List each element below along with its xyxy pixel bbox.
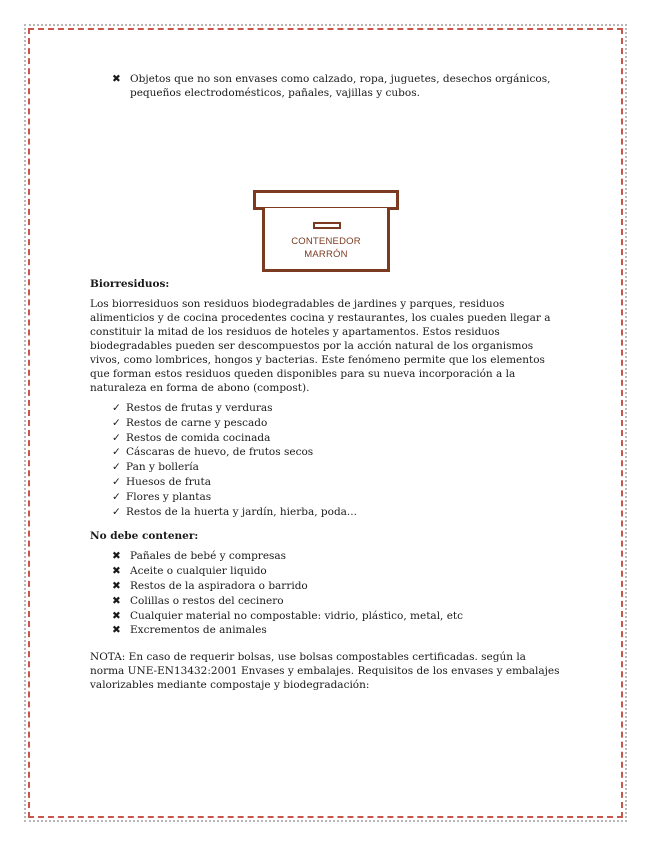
list-item-text: Restos de frutas y verduras <box>126 402 273 414</box>
brown-container-graphic <box>90 100 562 268</box>
list-item <box>112 72 562 100</box>
list-item-text: Aceite o cualquier liquido <box>130 565 267 578</box>
no-contener-title: No debe contener: <box>90 530 199 543</box>
biorresiduos-title: Biorresiduos: <box>90 278 170 290</box>
check-icon: ✓ <box>112 461 121 474</box>
list-item-text: Cáscaras de huevo, de frutos secos <box>126 446 314 459</box>
bin-label-line2: MARRÓN <box>304 249 348 260</box>
list-item <box>112 564 562 579</box>
note-paragraph: NOTA: En caso de requerir bolsas, use bolsas compostables certificadas. según la norma UNE-EN13432:2001 Envases y embalajes. Requisitos de los envases y embalajes valorizables mediante compostaje y biodegradación: <box>90 651 560 692</box>
list-item-text: Colillas o restos del cecinero <box>130 594 284 607</box>
list-item-text: Restos de carne y pescado <box>126 416 268 429</box>
list-item <box>112 609 562 624</box>
list-item-text: Restos de la aspiradora o barrido <box>130 579 308 592</box>
list-item <box>112 475 562 490</box>
check-icon: ✓ <box>112 416 121 429</box>
forbidden-items-list <box>112 549 562 638</box>
bin-label <box>265 235 387 261</box>
allowed-items-list <box>112 401 562 519</box>
document-body <box>90 72 562 692</box>
check-icon: ✓ <box>112 431 121 444</box>
list-item <box>112 549 562 564</box>
bin-lid <box>253 190 399 210</box>
list-item-text: Restos de la huerta y jardín, hierba, poda... <box>126 505 357 518</box>
x-mark-icon: ✖ <box>112 550 121 563</box>
x-mark-icon: ✖ <box>112 73 121 85</box>
list-item-text: Huesos de fruta <box>126 475 211 488</box>
bin-handle <box>313 222 341 229</box>
x-mark-icon: ✖ <box>112 565 121 578</box>
biorresiduos-paragraph: Los biorresiduos son residuos biodegradables de jardines y parques, residuos alimenticios y de cocina procedentes cocina y restaurantes, los cuales pueden llegar a constituir la mitad de los residuos de hoteles y apartamentos. Estos residuos biodegradables pueden ser descompuestos por la acción natural de los organismos vivos, como lombrices, hongos y bacterias. Este fenómeno permite que los elementos que forman estos residuos queden disponibles para su nueva incorporación a la naturaleza en forma de abono (compost). <box>90 298 551 394</box>
list-item-text: Excrementos de animales <box>130 624 267 637</box>
list-item <box>112 490 562 505</box>
list-item <box>112 594 562 609</box>
list-item <box>112 416 562 431</box>
list-item-text: Pan y bollería <box>126 461 199 474</box>
x-mark-icon: ✖ <box>112 609 121 622</box>
bin-body <box>262 208 390 272</box>
excluded-objects-list <box>112 72 562 100</box>
check-icon: ✓ <box>112 475 121 488</box>
list-item-text: Pañales de bebé y compresas <box>130 550 287 563</box>
list-item <box>112 401 562 416</box>
x-mark-icon: ✖ <box>112 594 121 607</box>
x-mark-icon: ✖ <box>112 624 121 637</box>
bin-icon <box>253 190 399 272</box>
list-item <box>112 460 562 475</box>
list-item <box>112 445 562 460</box>
list-item-text: Flores y plantas <box>126 490 212 503</box>
check-icon: ✓ <box>112 402 121 414</box>
list-item-text: Cualquier material no compostable: vidrio, plástico, metal, etc <box>130 609 464 622</box>
check-icon: ✓ <box>112 446 121 459</box>
list-item-text: Restos de comida cocinada <box>126 431 271 444</box>
list-item <box>112 431 562 446</box>
bin-label-line1: CONTENEDOR <box>291 236 361 247</box>
check-icon: ✓ <box>112 490 121 503</box>
check-icon: ✓ <box>112 505 121 518</box>
list-item <box>112 623 562 638</box>
list-item-text: Objetos que no son envases como calzado, ropa, juguetes, desechos orgánicos, pequeños electrodomésticos, pañales, vajillas y cubos. <box>130 73 551 99</box>
list-item <box>112 579 562 594</box>
x-mark-icon: ✖ <box>112 579 121 592</box>
list-item <box>112 505 562 520</box>
